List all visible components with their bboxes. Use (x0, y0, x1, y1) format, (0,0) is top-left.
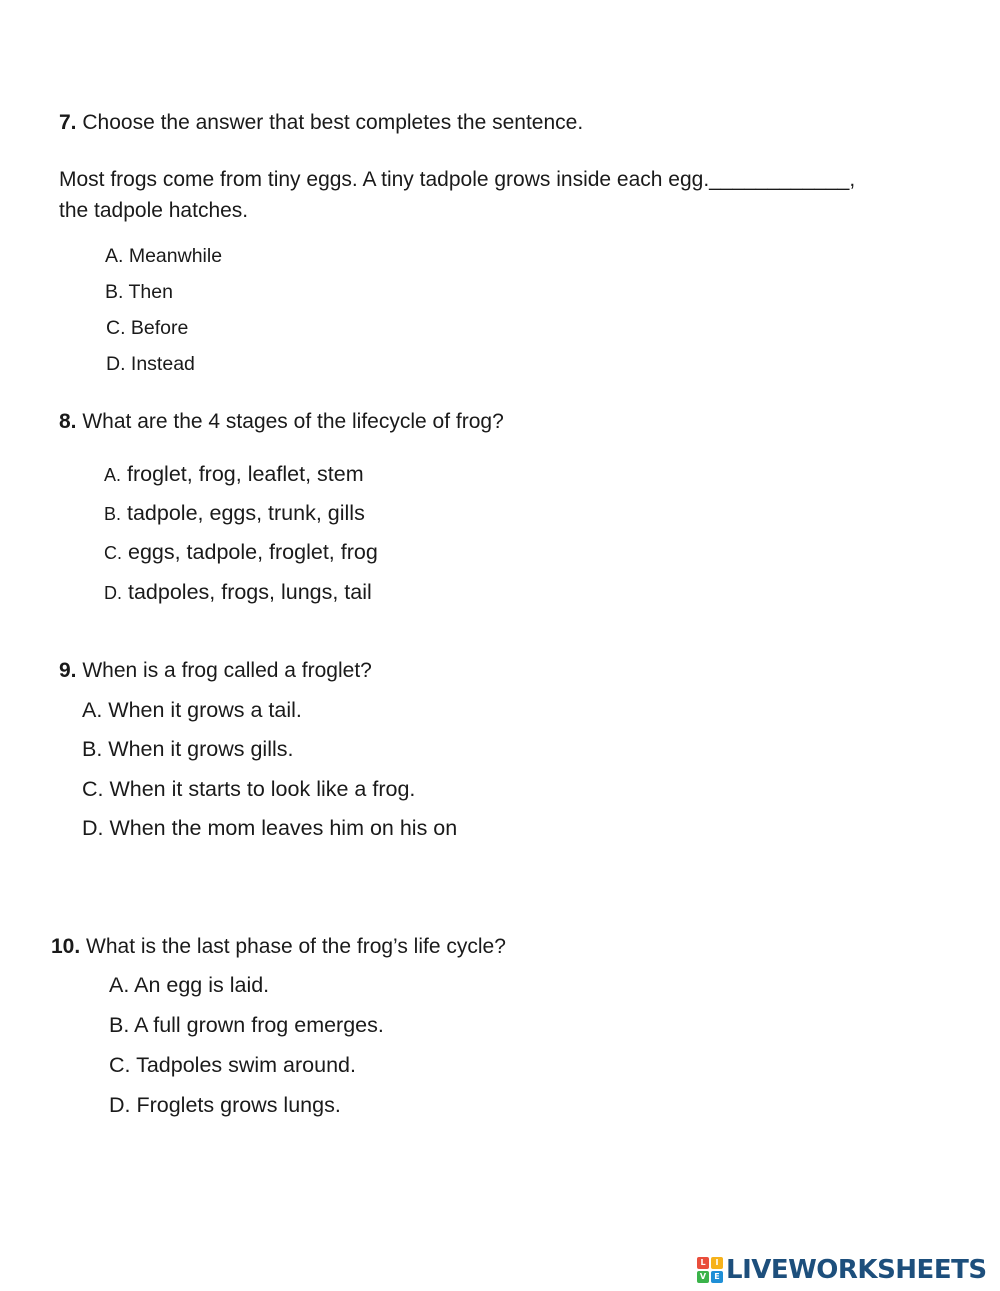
q10-prompt: What is the last phase of the frog’s life cycle? (86, 935, 506, 958)
q10-option-c[interactable]: C. Tadpoles swim around. (109, 1053, 356, 1077)
q9-option-a[interactable]: A. When it grows a tail. (82, 698, 302, 722)
q7-title (59, 112, 583, 133)
q7-option-d[interactable]: D. Instead (106, 353, 195, 375)
q9-option-c[interactable]: C. When it starts to look like a frog. (82, 777, 416, 801)
q8-option-d-text: tadpoles, frogs, lungs, tail (127, 580, 372, 604)
q9-prompt: When is a frog called a froglet? (82, 659, 372, 682)
q7-prompt: Choose the answer that best completes the sentence. (82, 111, 584, 134)
q8-option-a[interactable] (104, 464, 364, 486)
q8-prompt: What are the 4 stages of the lifecycle of frog? (82, 410, 504, 433)
q7-option-b[interactable]: B. Then (105, 281, 173, 303)
q8-option-c-text: eggs, tadpole, froglet, frog (127, 540, 378, 564)
q8-option-b[interactable] (104, 503, 365, 525)
q8-title (59, 411, 504, 432)
q8-option-a-letter: A. (104, 465, 122, 485)
logo-mark-l: L (697, 1257, 709, 1269)
q8-option-d-letter: D. (104, 583, 122, 603)
q10-number: 10. (51, 935, 81, 958)
q8-option-c[interactable] (104, 542, 378, 564)
liveworksheets-logo (697, 1256, 987, 1284)
q9-title (59, 660, 372, 681)
q8-option-d[interactable] (104, 582, 372, 604)
q8-option-a-text: froglet, frog, leaflet, stem (127, 462, 364, 486)
q9-option-b[interactable]: B. When it grows gills. (82, 737, 294, 761)
logo-mark-e: E (711, 1271, 723, 1283)
q10-option-a[interactable]: A. An egg is laid. (109, 973, 270, 997)
q8-option-b-letter: B. (104, 504, 122, 524)
liveworksheets-logo-text: LIVEWORKSHEETS (726, 1255, 987, 1285)
q8-option-b-text: tadpole, eggs, trunk, gills (127, 501, 365, 525)
q10-title (51, 936, 506, 957)
q7-passage-line2: the tadpole hatches. (59, 199, 249, 222)
q7-option-a[interactable]: A. Meanwhile (105, 245, 223, 267)
q8-number: 8. (59, 410, 77, 433)
logo-mark-v: V (697, 1271, 709, 1283)
q10-option-d[interactable]: D. Froglets grows lungs. (109, 1093, 341, 1117)
q8-option-c-letter: C. (104, 543, 122, 563)
q9-number: 9. (59, 659, 77, 682)
logo-mark-i: I (711, 1257, 723, 1269)
q9-option-d[interactable]: D. When the mom leaves him on his on (82, 816, 458, 840)
liveworksheets-logo-icon (697, 1257, 723, 1283)
q7-number: 7. (59, 111, 77, 134)
q7-option-c[interactable]: C. Before (106, 317, 189, 339)
q10-option-b[interactable]: B. A full grown frog emerges. (109, 1013, 384, 1037)
q7-passage-line1: Most frogs come from tiny eggs. A tiny tadpole grows inside each egg.____________, (59, 168, 856, 191)
